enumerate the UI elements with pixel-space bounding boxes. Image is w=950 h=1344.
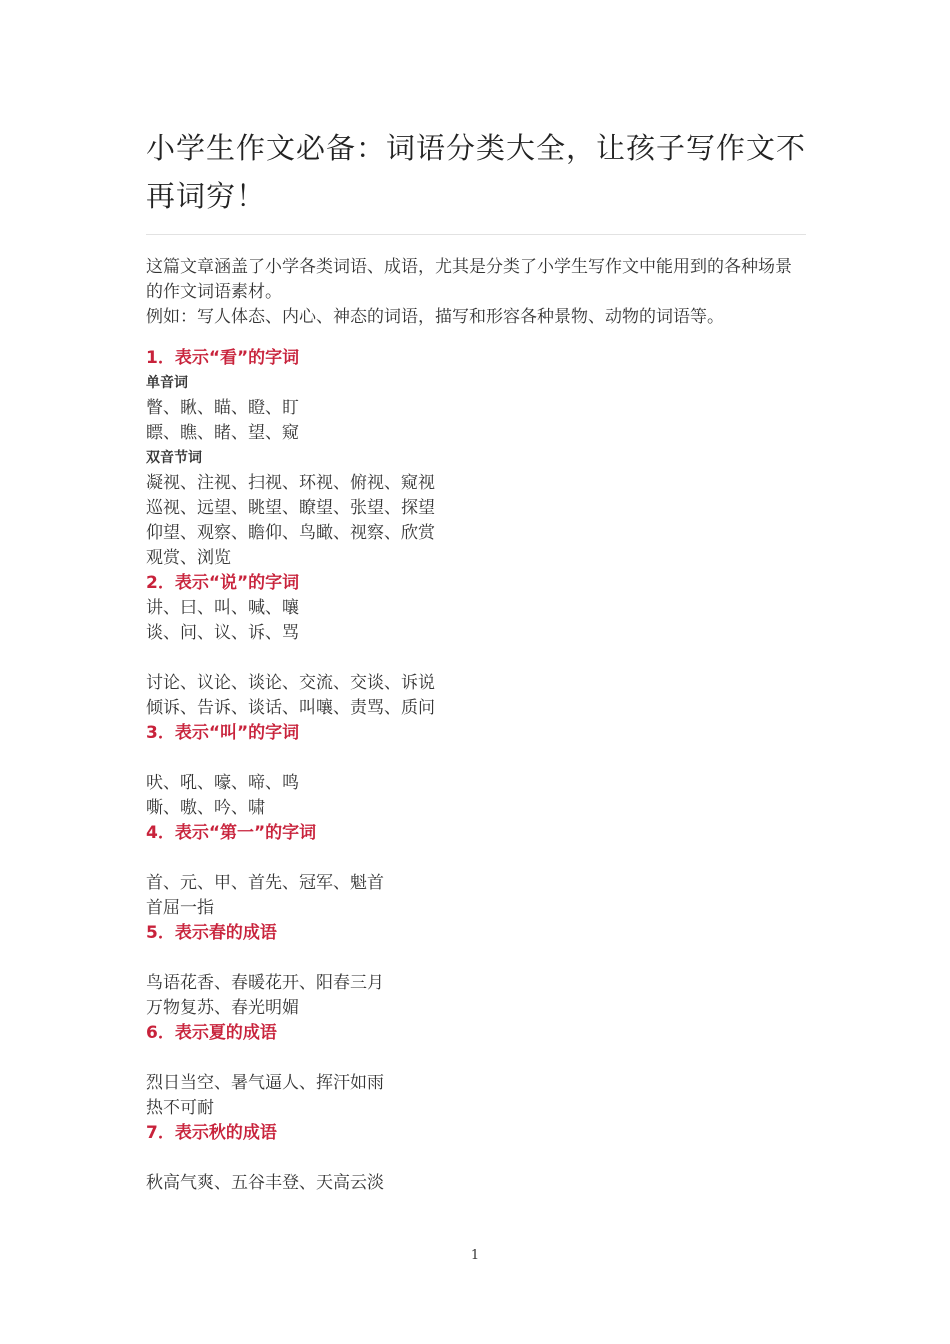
subheading-single: 单音词 [146, 375, 188, 391]
blank-line [146, 1046, 806, 1071]
subheading-double: 双音节词 [146, 450, 202, 466]
word-line: 嘶、嗷、吟、啸 [146, 798, 265, 818]
word-line: 倾诉、告诉、谈话、叫嚷、责骂、质问 [146, 698, 435, 718]
word-line: 吠、吼、嚎、啼、鸣 [146, 773, 299, 793]
word-line: 秋高气爽、五谷丰登、天高云淡 [146, 1173, 384, 1193]
page-number: 1 [470, 1248, 480, 1263]
blank-line [146, 646, 806, 671]
section-heading-1: 1．表示“看”的字词 [146, 348, 300, 368]
word-line: 鸟语花香、春暖花开、阳春三月 [146, 973, 384, 993]
section-heading-6: 6．表示夏的成语 [146, 1023, 277, 1043]
section-heading-7: 7．表示秋的成语 [146, 1123, 277, 1143]
section-heading-5: 5．表示春的成语 [146, 923, 277, 943]
blank-line [146, 946, 806, 971]
title-divider [146, 234, 806, 235]
intro-paragraph [146, 255, 806, 330]
document-page [146, 124, 806, 1196]
word-line: 观赏、浏览 [146, 548, 231, 568]
word-line: 仰望、观察、瞻仰、鸟瞰、视察、欣赏 [146, 523, 435, 543]
word-sections [146, 346, 806, 1196]
section-heading-4: 4．表示“第一”的字词 [146, 823, 317, 843]
article-title: 小学生作文必备：词语分类大全，让孩子写作文不再词穷！ [146, 131, 807, 213]
blank-line [146, 846, 806, 871]
blank-line [146, 1146, 806, 1171]
intro-line: 例如：写人体态、内心、神态的词语，描写和形容各种景物、动物的词语等。 [146, 307, 724, 327]
word-line: 讨论、议论、谈论、交流、交谈、诉说 [146, 673, 435, 693]
word-line: 巡视、远望、眺望、瞭望、张望、探望 [146, 498, 435, 518]
word-line: 万物复苏、春光明媚 [146, 998, 299, 1018]
blank-line [146, 746, 806, 771]
word-line: 首、元、甲、首先、冠军、魁首 [146, 873, 384, 893]
word-line: 凝视、注视、扫视、环视、俯视、窥视 [146, 473, 435, 493]
word-line: 瞥、瞅、瞄、瞪、盯 [146, 398, 299, 418]
word-line: 首屈一指 [146, 898, 214, 918]
word-line: 热不可耐 [146, 1098, 214, 1118]
word-line: 烈日当空、暑气逼人、挥汗如雨 [146, 1073, 384, 1093]
word-line: 讲、曰、叫、喊、嚷 [146, 598, 299, 618]
intro-line: 这篇文章涵盖了小学各类词语、成语，尤其是分类了小学生写作文中能用到的各种场景的作文词语素材。 [146, 257, 792, 302]
word-line: 谈、问、议、诉、骂 [146, 623, 299, 643]
word-line: 瞟、瞧、睹、望、窥 [146, 423, 299, 443]
section-heading-2: 2．表示“说”的字词 [146, 573, 300, 593]
section-heading-3: 3．表示“叫”的字词 [146, 723, 300, 743]
